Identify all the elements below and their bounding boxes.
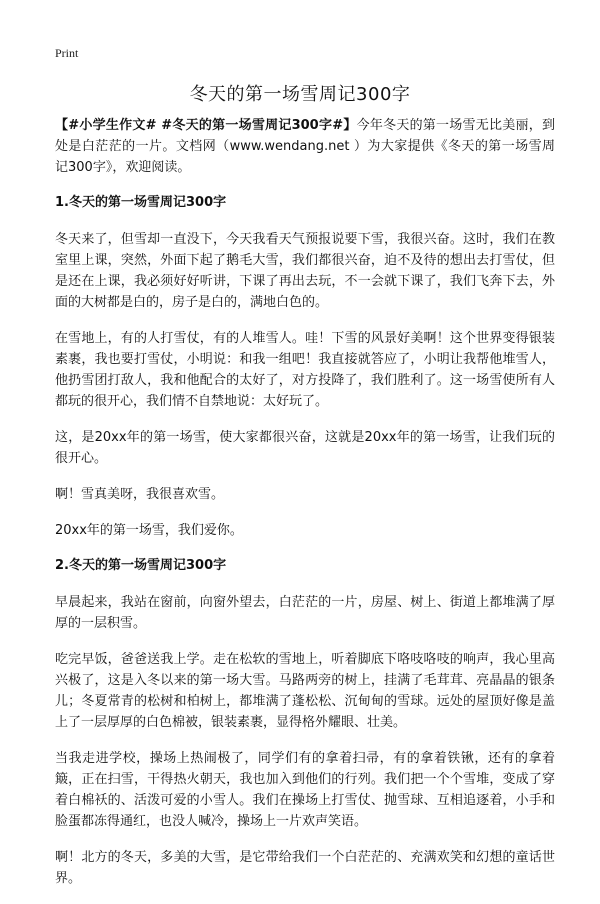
intro-paragraph bbox=[55, 115, 555, 178]
section-2-paragraph: 当我走进学校，操场上热闹极了，同学们有的拿着扫帚，有的拿着铁锹，还有的拿着簸，正在扫雪，干得热火朝天，我也加入到他们的行列。我们把一个个雪堆，变成了穿着白棉袄的、活泼可爱的小雪人。我们在操场上打雪仗、抛雪球、互相追逐着，小手和脸蛋都冻得通红，也没人喊冷，操场上一片欢声笑语。 bbox=[55, 751, 555, 829]
section-heading-1: 1.冬天的第一场雪周记300字 bbox=[55, 195, 227, 210]
article-body bbox=[55, 115, 555, 904]
section-1-paragraph: 啊！雪真美呀，我很喜欢雪。 bbox=[55, 487, 225, 502]
section-1-paragraph: 20xx年的第一场雪，我们爱你。 bbox=[55, 523, 243, 538]
section-1-paragraph: 在雪地上，有的人打雪仗，有的人堆雪人。哇！下雪的风景好美啊！这个世界变得银装素裹，我也要打雪仗，小明说：和我一组吧！我直接就答应了，小明让我帮他堆雪人，他扔雪团打敌人，我和他配合的太好了，对方投降了，我们胜利了。这一场雪使所有人都玩的很开心，我们情不自禁地说：太好玩了。 bbox=[55, 331, 555, 409]
section-heading-2: 2.冬天的第一场雪周记300字 bbox=[55, 558, 227, 573]
section-2-paragraph: 早晨起来，我站在窗前，向窗外望去，白茫茫的一片，房屋、树上、街道上都堆满了厚厚的一层积雪。 bbox=[55, 595, 555, 631]
section-1-paragraph: 这，是20xx年的第一场雪，使大家都很兴奋，这就是20xx年的第一场雪，让我们玩的很开心。 bbox=[55, 430, 555, 466]
section-2-paragraph: 啊！北方的冬天，多美的大雪，是它带给我们一个白茫茫的、充满欢笑和幻想的童话世界。 bbox=[55, 850, 555, 886]
page-title: 冬天的第一场雪周记300字 bbox=[189, 84, 411, 105]
intro-tag: 【#小学生作文# #冬天的第一场雪周记300字#】 bbox=[55, 118, 357, 133]
print-link[interactable]: Print bbox=[55, 46, 79, 60]
section-1-paragraph: 冬天来了，但雪却一直没下，今天我看天气预报说要下雪，我很兴奋。这时，我们在教室里上课，突然，外面下起了鹅毛大雪，我们都很兴奋，迫不及待的想出去打雪仗，但是还在上课，我必须好好听讲，下课了再出去玩，不一会就下课了，我们飞奔下去，外面的大树都是白的，房子是白的，满地白色的。 bbox=[55, 232, 555, 310]
section-2-paragraph: 吃完早饭，爸爸送我上学。走在松软的雪地上，听着脚底下咯吱咯吱的响声，我心里高兴极了，这是入冬以来的第一场大雪。马路两旁的树上，挂满了毛茸茸、亮晶晶的银条儿；冬夏常青的松树和柏树上，都堆满了蓬松松、沉甸甸的雪球。远处的屋顶好像是盖上了一层厚厚的白色棉被，银装素裹，显得格外耀眼、壮美。 bbox=[55, 652, 555, 730]
intro-text: 今年冬天的第一场雪无比美丽，到处是白茫茫的一片。文档网（www.wendang.net ）为大家提供《冬天的第一场雪周记300字》，欢迎阅读。 bbox=[55, 118, 555, 175]
